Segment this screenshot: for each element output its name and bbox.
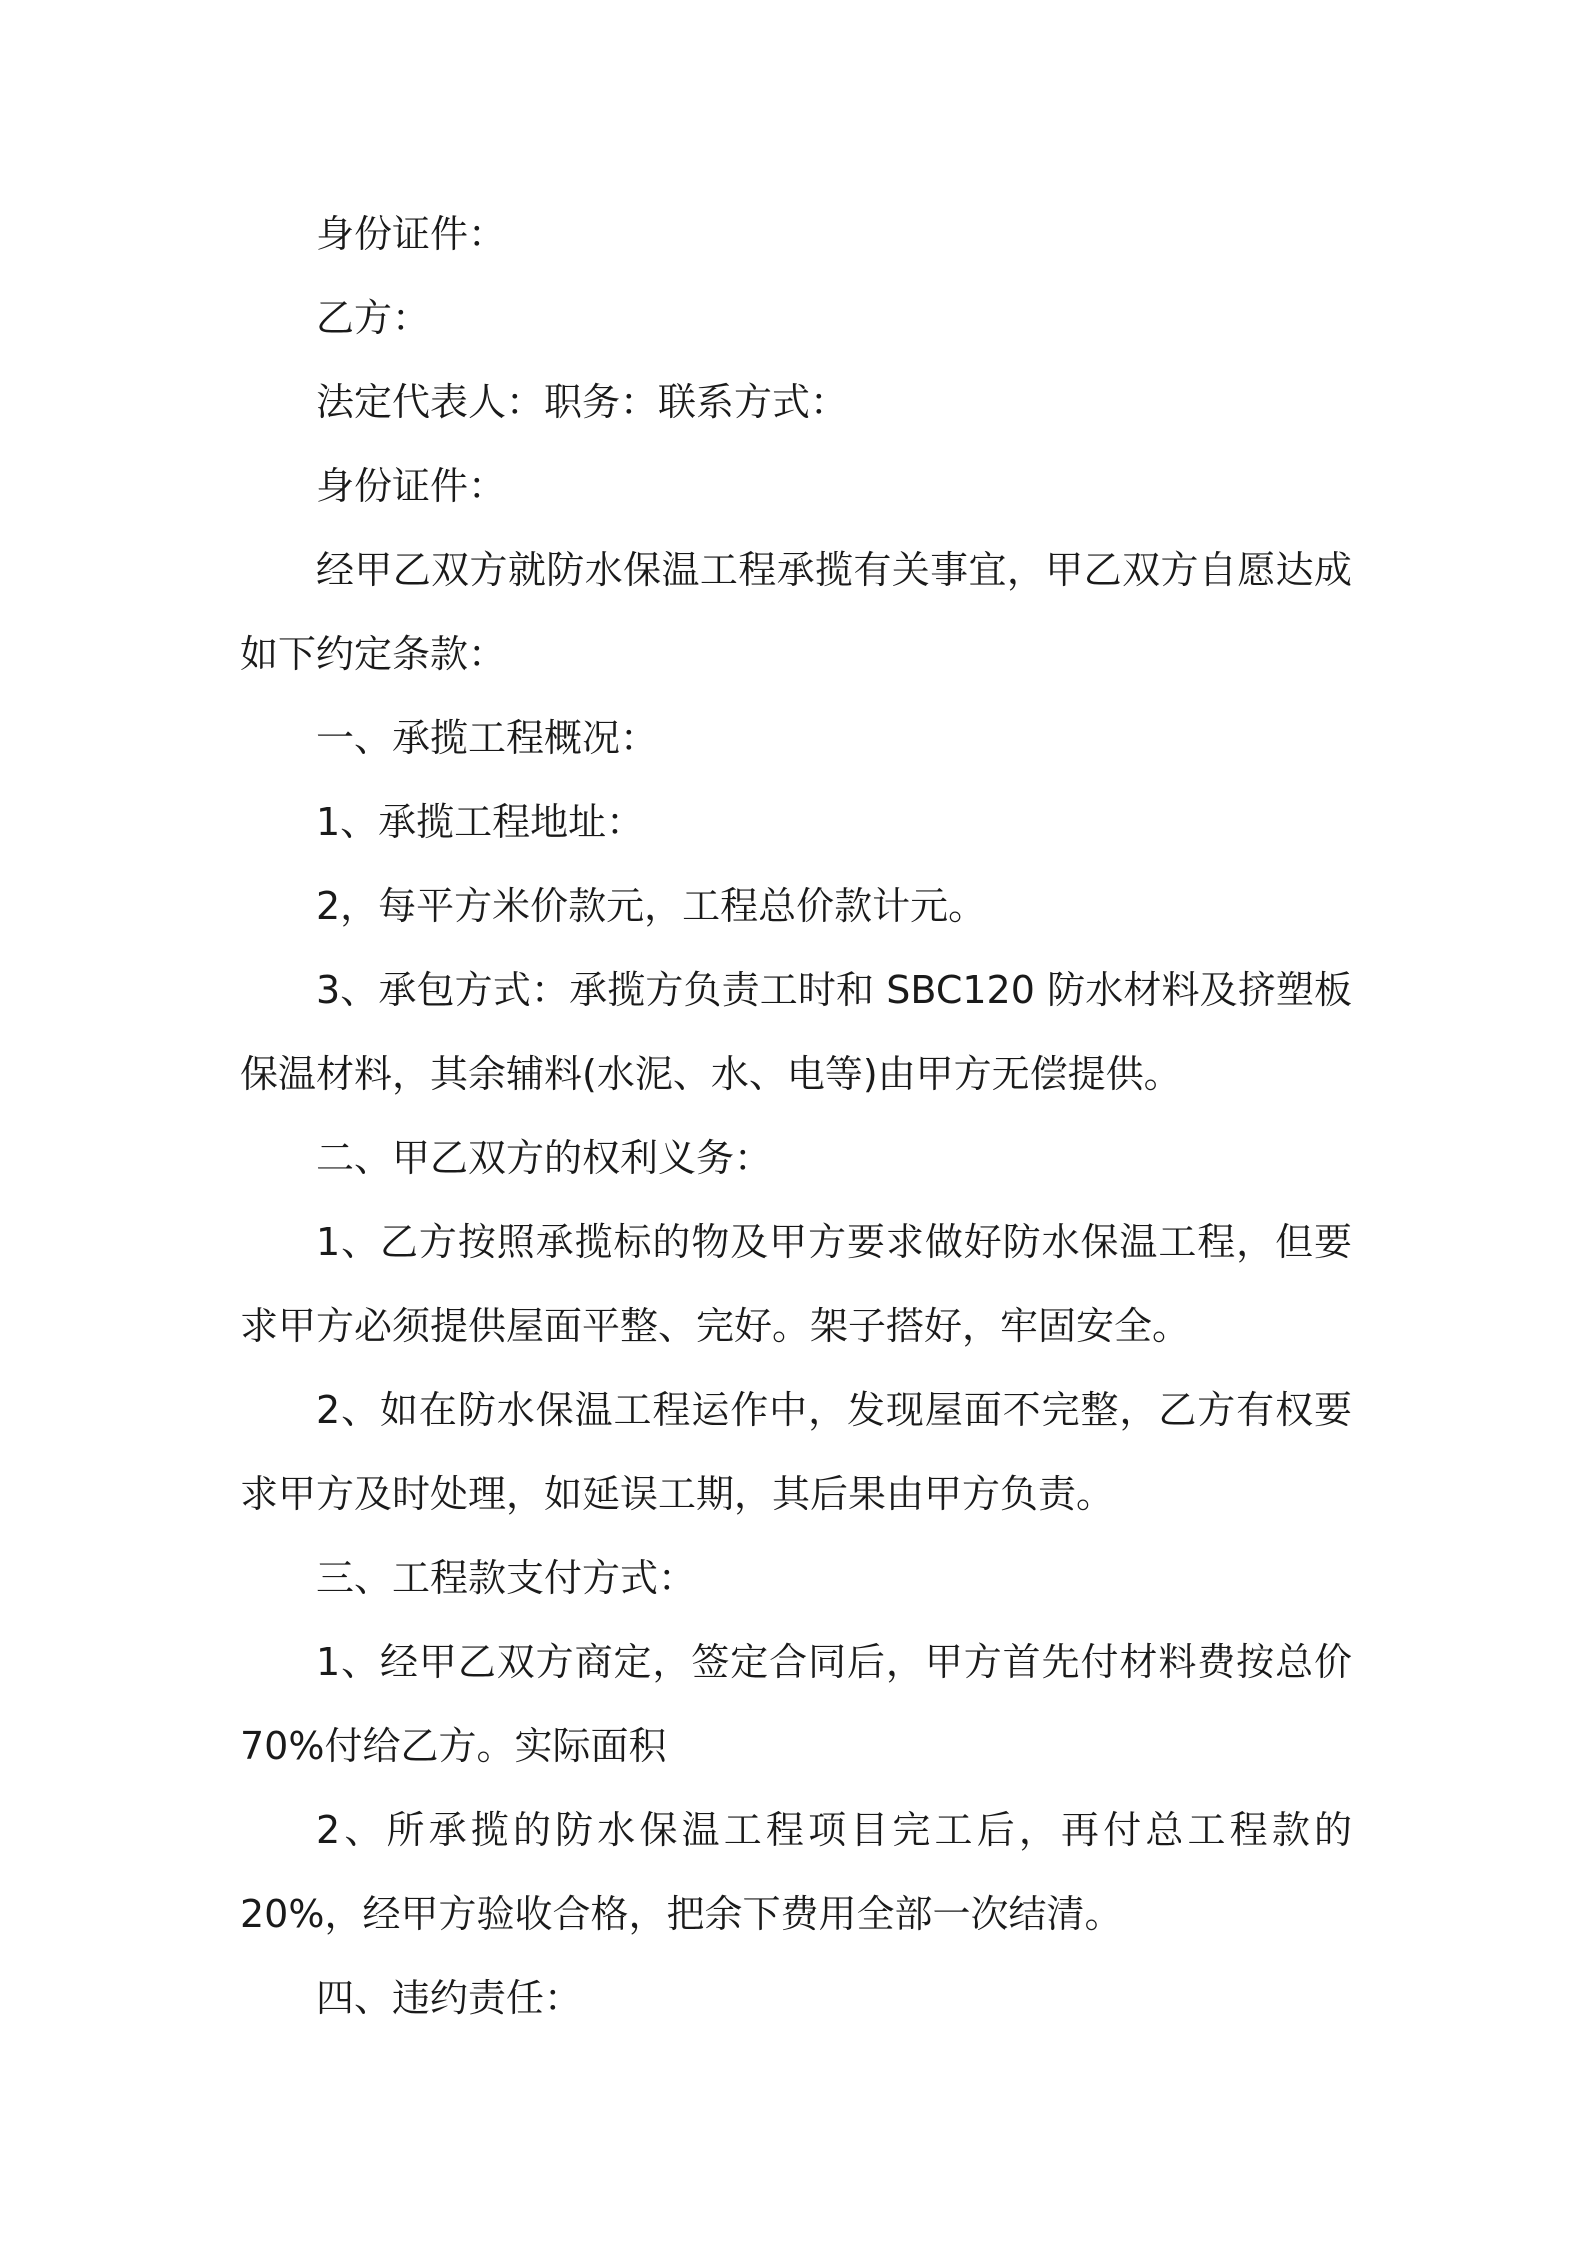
- document-body: [240, 192, 1352, 2040]
- clause-paragraph: 2、如在防水保温工程运作中，发现屋面不完整，乙方有权要求甲方及时处理，如延误工期，其后果由甲方负责。: [240, 1388, 1352, 1516]
- clause-paragraph: 2、所承揽的防水保温工程项目完工后，再付总工程款的 20%，经甲方验收合格，把余下费用全部一次结清。: [240, 1808, 1352, 1936]
- party-b-line: 乙方：: [316, 296, 431, 340]
- section-heading: 三、工程款支付方式：: [316, 1556, 697, 1600]
- section-heading: 四、违约责任：: [316, 1976, 583, 2020]
- id-document-line: 身份证件：: [316, 212, 507, 256]
- preamble-paragraph: 经甲乙双方就防水保温工程承揽有关事宜，甲乙双方自愿达成如下约定条款：: [240, 548, 1352, 676]
- clause-paragraph: 1、承揽工程地址：: [316, 800, 645, 844]
- clause-paragraph: 1、乙方按照承揽标的物及甲方要求做好防水保温工程，但要求甲方必须提供屋面平整、完好。架子搭好，牢固安全。: [240, 1220, 1352, 1348]
- clause-paragraph: 3、承包方式：承揽方负责工时和 SBC120 防水材料及挤塑板保温材料，其余辅料(水泥、水、电等)由甲方无偿提供。: [240, 968, 1352, 1096]
- id-document-line: 身份证件：: [316, 464, 507, 508]
- legal-representative-line: 法定代表人：职务：联系方式：: [316, 380, 849, 424]
- section-heading: 一、承揽工程概况：: [316, 716, 659, 760]
- clause-paragraph: 2，每平方米价款元，工程总价款计元。: [316, 884, 987, 928]
- section-heading: 二、甲乙双方的权利义务：: [316, 1136, 773, 1180]
- clause-paragraph: 1、经甲乙双方商定，签定合同后，甲方首先付材料费按总价 70%付给乙方。实际面积: [240, 1640, 1352, 1768]
